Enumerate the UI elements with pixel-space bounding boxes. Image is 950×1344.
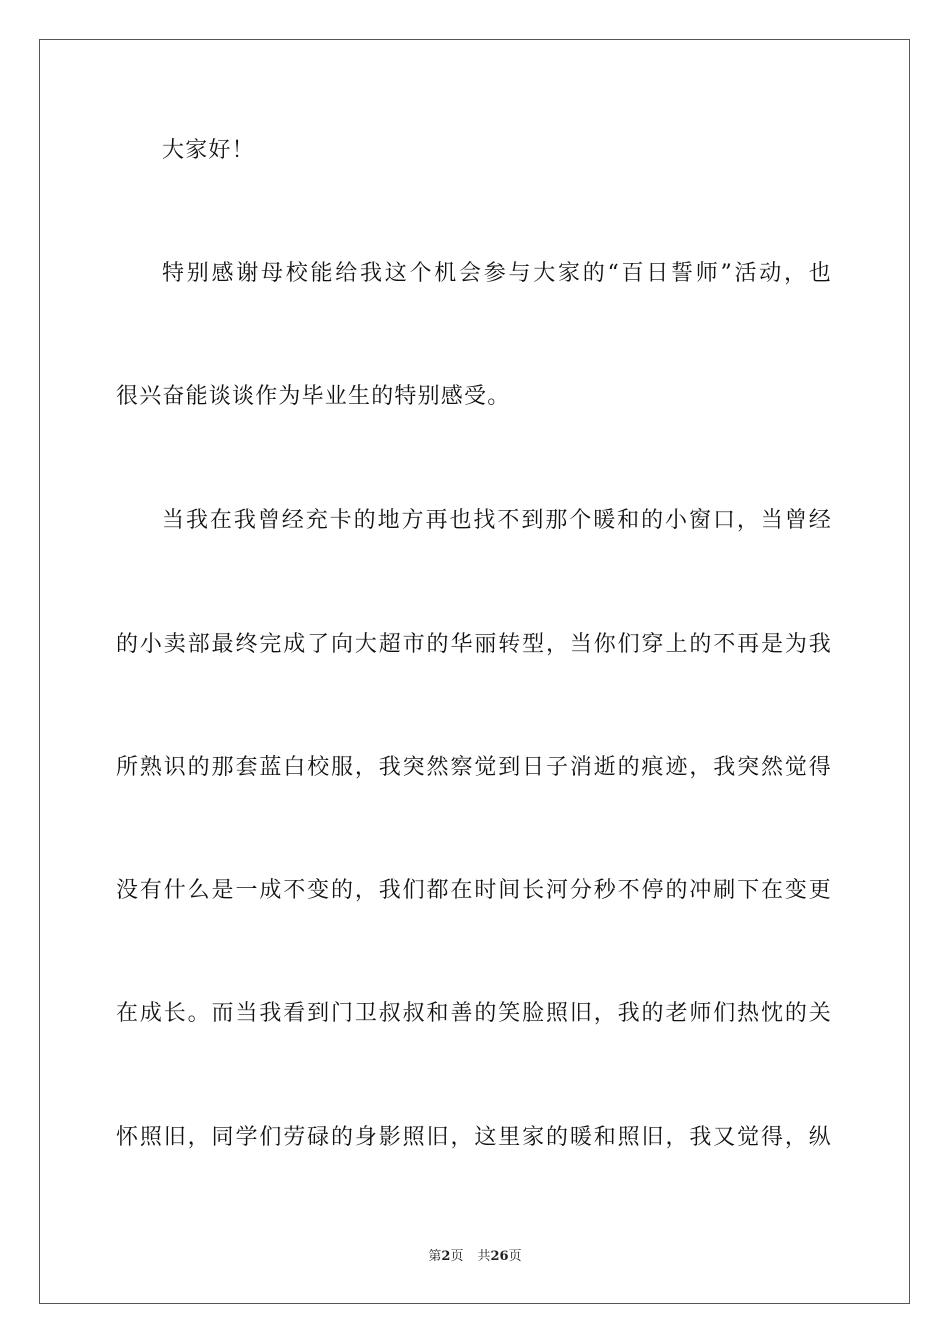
page-border — [39, 39, 910, 1304]
paragraph-line: 所熟识的那套蓝白校服，我突然察觉到日子消逝的痕迹，我突然觉得 — [116, 755, 832, 780]
greeting-line: 大家好！ — [162, 138, 255, 163]
page-footer — [0, 1249, 950, 1265]
paragraph-line: 很兴奋能谈谈作为毕业生的特别感受。 — [116, 384, 511, 409]
page-total: 26 — [490, 1249, 509, 1264]
paragraph-line: 怀照旧，同学们劳碌的身影照旧，这里家的暖和照旧，我又觉得，纵 — [116, 1125, 832, 1150]
page-current: 2 — [441, 1249, 451, 1264]
total-suffix: 页 — [508, 1249, 522, 1264]
page-suffix: 页 — [450, 1249, 464, 1264]
paragraph-line: 特别感谢母校能给我这个机会参与大家的“百日誓师”活动，也 — [162, 261, 832, 286]
total-prefix: 共 — [477, 1249, 491, 1264]
page-prefix: 第 — [428, 1249, 442, 1264]
paragraph-line: 没有什么是一成不变的，我们都在时间长河分秒不停的冲刷下在变更 — [116, 878, 832, 903]
paragraph-line: 在成长。而当我看到门卫叔叔和善的笑脸照旧，我的老师们热忱的关 — [116, 1001, 832, 1026]
paragraph-line: 当我在我曾经充卡的地方再也找不到那个暖和的小窗口，当曾经 — [162, 508, 832, 533]
paragraph-line: 的小卖部最终完成了向大超市的华丽转型，当你们穿上的不再是为我 — [116, 632, 832, 657]
